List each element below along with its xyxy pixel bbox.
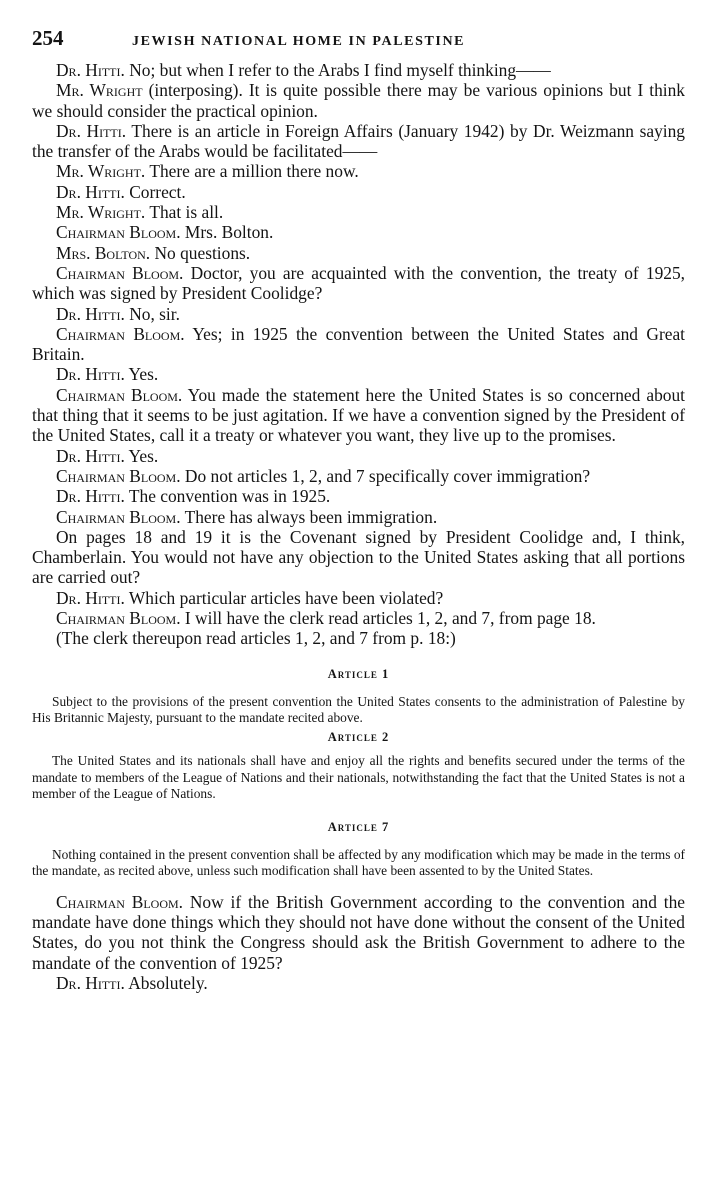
statement-text: There is an article in Foreign Affairs (January 1942) by Dr. Weizmann saying the transfer of the Arabs would be facilitated—— [32,120,685,162]
article-text: The United States and its nationals shall have and enjoy all the rights and benefits secured under the terms of the mandate to members of the League of Nations and their nationals, notwithstanding the fact that the United States is not a member of the League of Nations. [32,753,685,801]
statement-text: You made the statement here the United States is so concerned about that thing that it seems to be just agitation. If we have a convention signed by the President of the United States, call it a treaty or whatever you want, they live up to the promises. [32,384,685,446]
article-text: Subject to the provisions of the present convention the United States consents to the administration of Palestine by His Britannic Majesty, pursuant to the mandate recited above. [32,693,685,725]
testimony-paragraph [32,202,685,222]
testimony-paragraph [32,486,685,506]
testimony-paragraph [32,507,685,527]
speaker-name: Dr. Hitti. [56,181,125,202]
statement-text: Yes; in 1925 the convention between the United States and Great Britain. [32,323,685,365]
speaker-name: Mrs. Bolton. [56,242,151,263]
article-text: Nothing contained in the present convention shall be affected by any modification which may be made in the terms of the mandate, as recited above, unless such modification shall have been assented to by the United States. [32,847,685,879]
testimony-paragraph [32,182,685,202]
testimony-paragraph [32,304,685,324]
speaker-name: Chairman Bloom. [56,262,184,283]
speaker-name: Dr. Hitti. [56,120,127,141]
testimony-paragraph [32,263,685,304]
testimony-paragraph [32,161,685,181]
page-header [32,26,685,60]
testimony-paragraph [32,628,685,648]
statement-text: Do not articles 1, 2, and 7 specifically cover immigration? [184,465,591,486]
speaker-name: Dr. Hitti. [56,445,125,466]
closing-block [32,892,685,993]
statement-text: Mrs. Bolton. [184,222,274,243]
article-heading: Article 1 [327,666,390,681]
speaker-name: Dr. Hitti. [56,303,125,324]
statement-text: Doctor, you are acquainted with the convention, the treaty of 1925, which was signed by President Coolidge? [32,262,685,304]
speaker-name: Dr. Hitti. [56,364,125,385]
testimony-paragraph [32,364,685,384]
statement-text: There has always been immigration. [184,506,438,527]
speaker-name: Chairman Bloom. [56,222,181,243]
running-title: JEWISH NATIONAL HOME IN PALESTINE [132,34,466,49]
page-number: 254 [32,26,64,50]
speaker-name: Mr. Wright. [56,202,146,223]
testimony-paragraph [32,80,685,121]
speaker-name: Chairman Bloom. [56,506,181,527]
statement-text: The convention was in 1925. [128,486,331,507]
speaker-name: Chairman Bloom. [56,323,185,344]
statement-text: Yes. [128,445,159,466]
statement-text: Correct. [129,181,186,202]
testimony-paragraph [32,527,685,588]
article-heading: Article 2 [327,730,390,745]
statement-text: No; but when I refer to the Arabs I find myself thinking—— [129,60,551,80]
articles-block [32,667,685,880]
statement-text: Absolutely. [128,972,208,993]
speaker-name: Mr. Wright [56,80,143,101]
testimony-paragraph [32,385,685,446]
speaker-name: Chairman Bloom. [56,608,181,629]
statement-text: (interposing). It is quite possible there may be various opinions but I think we should consider the practical opinion. [32,80,686,121]
speaker-name: Chairman Bloom. [56,384,183,405]
statement-text: That is all. [149,202,224,223]
testimony-paragraph [32,222,685,242]
testimony-paragraph [32,446,685,466]
testimony-paragraph [32,973,685,993]
statement-text: On pages 18 and 19 it is the Covenant signed by President Coolidge and, I think, Chamberlain. You would not have any objection to the United States asking that all portions are carried out? [32,526,685,588]
statement-text: Which particular articles have been violated? [128,587,444,608]
speaker-name: Dr. Hitti. [56,486,125,507]
speaker-name: Chairman Bloom. [56,465,181,486]
statement-text: Yes. [128,364,159,385]
statement-text: Now if the British Government according to the convention and the mandate have done things which they should not have done without the consent of the United States, do you not think the Congress should ask the British Government to adhere to the mandate of the convention of 1925? [32,891,685,973]
speaker-name: Mr. Wright. [56,161,146,182]
speaker-name: Chairman Bloom. [56,891,184,912]
testimony-paragraph [32,608,685,628]
speaker-name: Dr. Hitti. [56,60,125,80]
testimony-paragraph [32,588,685,608]
testimony-paragraph [32,60,685,80]
statement-text: I will have the clerk read articles 1, 2, and 7, from page 18. [184,608,596,629]
statement-text: There are a million there now. [149,161,359,182]
testimony-paragraph [32,324,685,365]
testimony-paragraph [32,243,685,263]
speaker-name: Dr. Hitti. [56,972,125,993]
statement-text: (The clerk thereupon read articles 1, 2, and 7 from p. 18:) [56,628,456,649]
testimony-paragraph [32,121,685,162]
statement-text: No, sir. [129,303,180,324]
testimony-paragraph [32,892,685,973]
article-heading: Article 7 [327,820,390,835]
speaker-name: Dr. Hitti. [56,587,125,608]
testimony-paragraph [32,466,685,486]
statement-text: No questions. [154,242,251,263]
testimony-block [32,60,685,649]
